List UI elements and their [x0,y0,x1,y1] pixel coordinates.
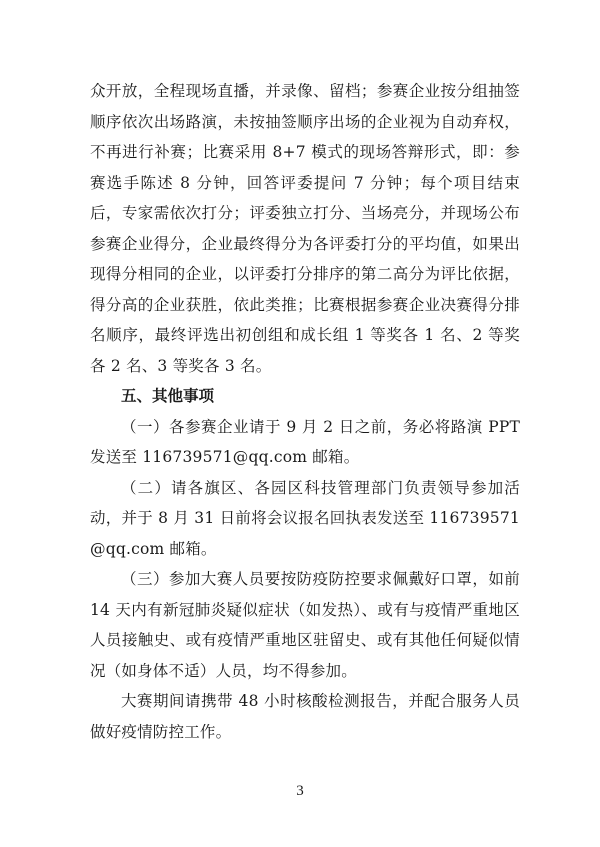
paragraph-nucleic-acid-report: 大赛期间请携带 48 小时核酸检测报告，并配合服务人员做好疫情防控工作。 [90,692,520,741]
paragraph-item-1-ppt-submission: （一）各参赛企业请于 9 月 2 日之前，务必将路演 PPT 发送至 116739571@qq.com 邮箱。 [90,417,520,466]
section-heading-other-matters: 五、其他事项 [121,387,215,405]
document-body [90,76,520,747]
paragraph-item-2-registration: （二）请各旗区、各园区科技管理部门负责领导参加活动，并于 8 月 31 日前将会议报名回执表发送至 116739571@qq.com 邮箱。 [90,478,520,558]
paragraph-competition-rules: 众开放，全程现场直播，并录像、留档；参赛企业按分组抽签顺序依次出场路演，未按抽签顺序出场的企业视为自动弃权，不再进行补赛；比赛采用 8+7 模式的现场答辩形式，即：参赛选手陈述 8 分钟，回答评委提问 7 分钟；每个项目结束后，专家需依次打分；评委独立打分、当场亮分，并现场公布参赛企业得分，企业最终得分为各评委打分的平均值，如果出现得分相同的企业，以评委打分排序的第二高分为评比依据，得分高的企业获胜，依此类推；比赛根据参赛企业决赛得分排名顺序，最终评选出初创组和成长组 1 等奖各 1 名、2 等奖各 2 名、3 等奖各 3 名。 [90,82,520,375]
page-number: 3 [296,783,304,799]
paragraph-item-3-epidemic-control: （三）参加大赛人员要按防疫防控要求佩戴好口罩，如前 14 天内有新冠肺炎疑似症状（如发热）、或有与疫情严重地区人员接触史、或有疫情严重地区驻留史、或有其他任何疑似情况（如身体不适）人员，均不得参加。 [90,570,520,680]
